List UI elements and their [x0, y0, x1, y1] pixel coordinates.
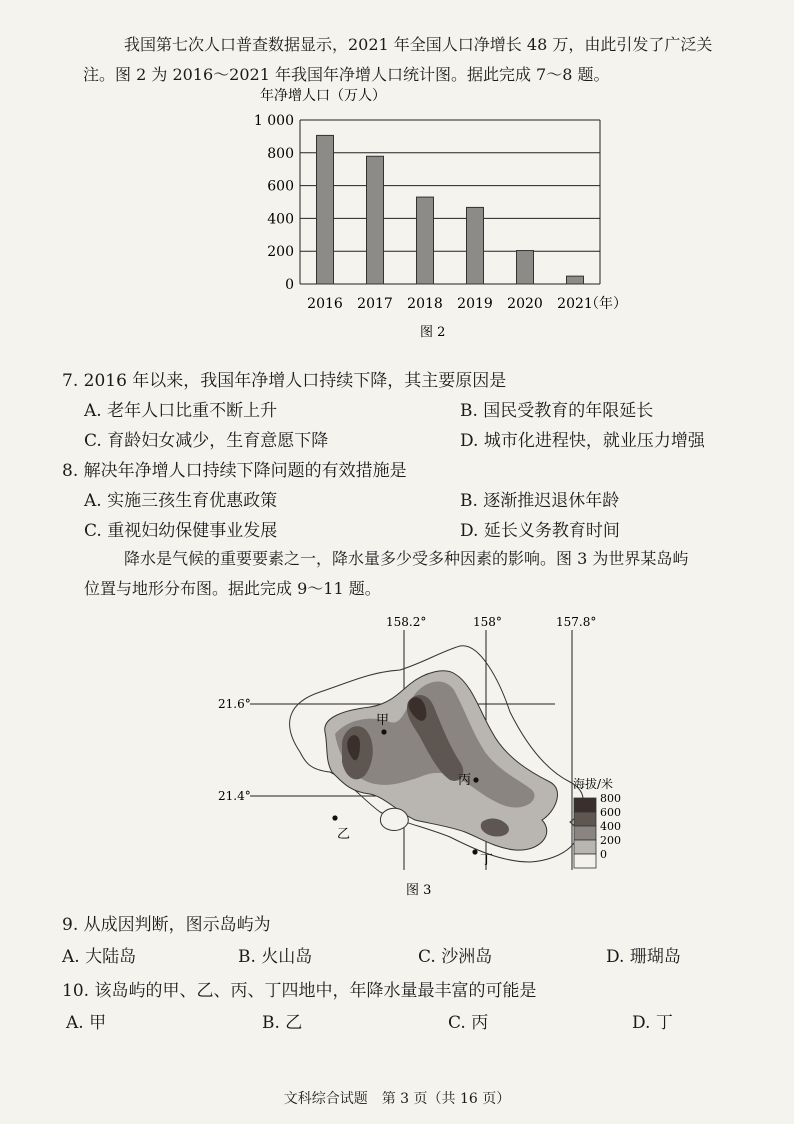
- chart-x-tick-label: 2016: [307, 296, 343, 312]
- legend-swatch: [574, 840, 596, 854]
- chart-grid: [300, 120, 600, 284]
- q8-option-a: A. 实施三孩生育优惠政策: [84, 491, 278, 511]
- legend-value: 800: [600, 792, 621, 805]
- place-dot-jia: [381, 729, 386, 734]
- q10-option-c: C. 丙: [448, 1013, 489, 1033]
- chart-bar-2016: [317, 135, 334, 284]
- chart-y-tick-label: 0: [285, 277, 294, 293]
- place-label-jia: 甲: [376, 713, 390, 728]
- net-population-bar-chart: [240, 86, 640, 342]
- chart-bar-2021: [567, 276, 584, 284]
- question-7-stem: 7. 2016 年以来，我国年净增人口持续下降，其主要原因是: [62, 371, 507, 391]
- elevation-legend: [574, 792, 621, 868]
- lon-label-158: 158°: [473, 615, 502, 629]
- chart-y-tick-label: 800: [267, 145, 294, 162]
- q8-option-c: C. 重视妇幼保健事业发展: [84, 521, 278, 541]
- chart-bar-2018: [417, 197, 434, 284]
- chart-x-tick-label: 2021: [557, 296, 593, 312]
- chart-ylabel: 年净增人口（万人）: [260, 88, 386, 104]
- intro-paragraph-2: [84, 544, 774, 604]
- q9-option-c: C. 沙洲岛: [418, 947, 493, 967]
- figure-2-caption: 图 2: [420, 325, 446, 340]
- legend-value: 200: [600, 834, 621, 847]
- q9-option-a: A. 大陆岛: [62, 947, 137, 967]
- chart-bar-2019: [467, 207, 484, 284]
- southern-bay: [380, 808, 408, 830]
- intro2-line2: 位置与地形分布图。据此完成 9～11 题。: [84, 579, 381, 598]
- chart-x-tick-label: 2020: [507, 296, 543, 312]
- lat-label-21-6: 21.6°: [218, 697, 251, 711]
- island-topographic-map: [210, 612, 650, 902]
- legend-value: 0: [600, 848, 607, 861]
- q8-option-d: D. 延长义务教育时间: [460, 521, 620, 541]
- q7-option-b: B. 国民受教育的年限延长: [460, 401, 654, 421]
- chart-bar-2017: [367, 156, 384, 284]
- lon-label-157-8: 157.8°: [556, 615, 597, 629]
- chart-y-tick-label: 200: [267, 244, 294, 261]
- legend-swatch: [574, 812, 596, 826]
- legend-swatch: [574, 798, 596, 812]
- question-9-stem: 9. 从成因判断，图示岛屿为: [62, 915, 271, 935]
- question-8-stem: 8. 解决年净增人口持续下降问题的有效措施是: [62, 461, 407, 481]
- chart-y-tick-labels: [254, 113, 294, 293]
- chart-y-tick-label: 600: [267, 178, 294, 195]
- q7-option-c: C. 育龄妇女减少，生育意愿下降: [84, 431, 329, 451]
- q8-option-b: B. 逐渐推迟退休年龄: [460, 491, 620, 511]
- chart-x-tick-label: 2017: [357, 296, 393, 312]
- legend-swatch: [574, 854, 596, 868]
- lon-label-158-2: 158.2°: [386, 615, 427, 629]
- q9-option-b: B. 火山岛: [238, 947, 313, 967]
- intro1-line1: 我国第七次人口普查数据显示，2021 年全国人口净增长 48 万，由此引发了广泛关: [124, 35, 713, 54]
- q7-option-d: D. 城市化进程快，就业压力增强: [460, 431, 705, 451]
- place-label-bing: 丙: [458, 773, 472, 788]
- q10-option-a: A. 甲: [66, 1013, 107, 1033]
- legend-value: 400: [600, 820, 621, 833]
- place-label-ding: 丁: [480, 853, 494, 868]
- page-footer: 文科综合试题 第 3 页（共 16 页）: [283, 1091, 511, 1107]
- q10-option-b: B. 乙: [262, 1013, 303, 1033]
- intro-paragraph-1: [84, 30, 774, 90]
- legend-swatch: [574, 826, 596, 840]
- chart-x-tick-label: 2018: [407, 296, 443, 312]
- chart-y-tick-label: 1 000: [253, 113, 294, 129]
- place-dot-yi: [332, 815, 337, 820]
- q10-option-d: D. 丁: [632, 1013, 673, 1033]
- place-dot-bing: [473, 777, 478, 782]
- place-dot-ding: [472, 849, 477, 854]
- q9-option-d: D. 珊瑚岛: [606, 947, 681, 967]
- chart-bars: [317, 135, 584, 284]
- intro2-line1: 降水是气候的重要要素之一，降水量多少受多种因素的影响。图 3 为世界某岛屿: [124, 549, 689, 568]
- chart-y-tick-label: 400: [267, 211, 294, 228]
- chart-bar-2020: [517, 251, 534, 284]
- q7-option-a: A. 老年人口比重不断上升: [84, 401, 278, 421]
- legend-title: 海拔/米: [573, 777, 614, 791]
- chart-xlabel: （年）: [585, 296, 627, 312]
- chart-x-tick-labels: [307, 296, 593, 312]
- intro1-line2: 注。图 2 为 2016～2021 年我国年净增人口统计图。据此完成 7～8 题。: [83, 65, 610, 84]
- chart-x-tick-label: 2019: [457, 296, 493, 312]
- legend-value: 600: [600, 806, 621, 819]
- place-label-yi: 乙: [337, 827, 351, 842]
- lat-label-21-4: 21.4°: [218, 789, 251, 803]
- figure-3-caption: 图 3: [406, 883, 432, 898]
- question-10-stem: 10. 该岛屿的甲、乙、丙、丁四地中，年降水量最丰富的可能是: [62, 981, 537, 1001]
